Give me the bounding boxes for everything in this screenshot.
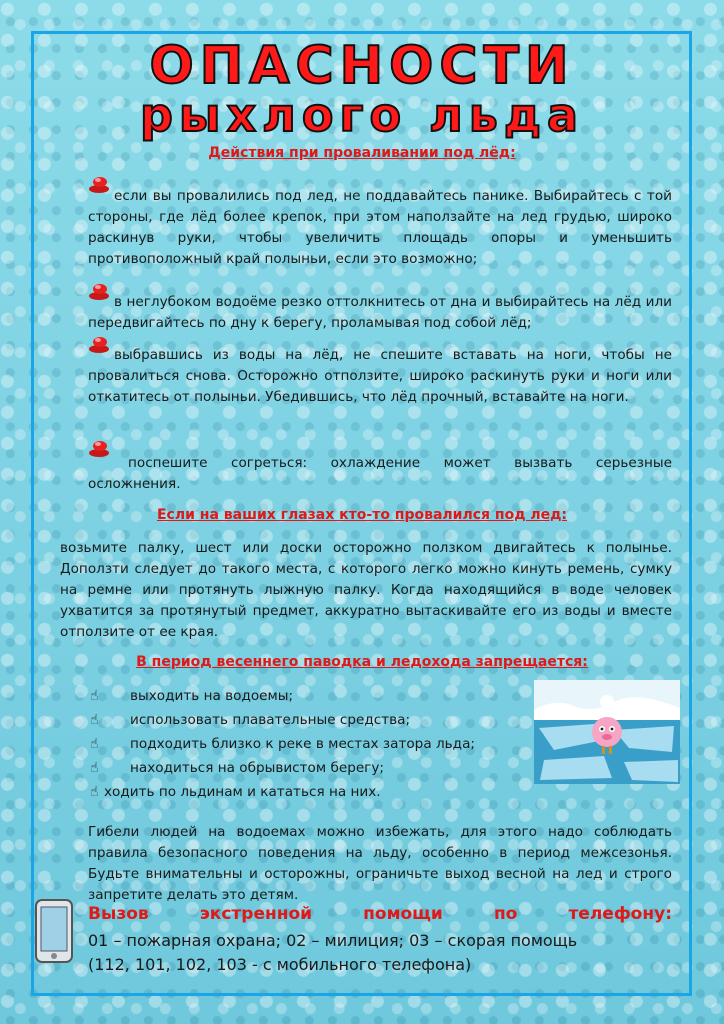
poster-title-line1: ОПАСНОСТИ	[149, 36, 575, 96]
broken-ice-illustration	[534, 680, 680, 784]
emergency-heading-word: экстренной	[199, 904, 313, 924]
pointing-hand-icon: ☝	[90, 736, 99, 752]
poster-title-line2: рыхлого льда	[139, 88, 585, 142]
emergency-heading-word: помощи	[363, 904, 443, 924]
section1-item-2: в неглубоком водоёме резко оттолкнитесь от дна и выбирайтесь на лёд или передвигайтесь по дну к берегу, проламывая под собой лёд;	[88, 294, 672, 331]
section1-item-1: если вы провалились под лед, не поддавайтесь панике. Выбирайтесь с той стороны, где лёд более крепок, при этом наползайте на лед грудью, широко раскинув руки, чтобы увеличить площадь опоры и уменьшить противоположный край полыньи, если это возможно;	[88, 188, 672, 267]
pointing-hand-icon: ☝	[90, 760, 99, 776]
pointing-hand-icon: ☝	[90, 784, 99, 800]
section1-item-3: выбравшись из воды на лёд, не спешите вставать на ноги, чтобы не провалиться снова. Осторожно отползите, широко раскинуть руки и ноги или откатитесь от полыньи. Убедившись, что лёд прочный, вставайте на ноги.	[88, 347, 672, 405]
section1-item-4: поспешите согреться: охлаждение может вызвать серьезные осложнения.	[88, 455, 672, 492]
closing-paragraph: Гибели людей на водоемах можно избежать, для этого надо соблюдать правила безопасного поведения на льду, особенно в период межсезонья. Будьте внимательны и осторожны, ограничьте выход весной на лед и строго запретите делать это детям.	[88, 824, 672, 903]
emergency-heading-word: телефону:	[568, 904, 672, 924]
emergency-heading	[88, 904, 672, 924]
prohibited-item-2: использовать плавательные средства;	[130, 712, 411, 728]
section1-heading: Действия при проваливании под лёд:	[208, 145, 516, 161]
section3-heading: В период весеннего паводка и ледохода запрещается:	[136, 654, 588, 670]
emergency-heading-word: по	[493, 904, 518, 924]
section2-text: возьмите палку, шест или доски осторожно ползком двигайтесь к полынье. Доползти следует до такого места, с которого легко можно кинуть ремень, сумку на ремне или протянуть лыжную палку. Когда находящийся в воде человек ухватится за протянутый предмет, аккуратно вытаскивайте его из воды и вместе отползите от ее края.	[60, 540, 672, 640]
emergency-heading-word: Вызов	[88, 904, 149, 924]
emergency-mobile-numbers: (112, 101, 102, 103 - с мобильного телефона)	[88, 955, 472, 974]
prohibited-item-5: ходить по льдинам и кататься на них.	[104, 784, 381, 800]
prohibited-item-4: находиться на обрывистом берегу;	[130, 760, 384, 776]
prohibited-item-3: подходить близко к реке в местах затора льда;	[130, 736, 475, 752]
mobile-phone-icon	[34, 898, 74, 964]
pointing-hand-icon: ☝	[90, 712, 99, 728]
pointing-hand-icon: ☝	[90, 688, 99, 704]
section2-heading: Если на ваших глазах кто-то провалился под лед:	[156, 507, 568, 523]
prohibited-item-1: выходить на водоемы;	[130, 688, 294, 704]
emergency-numbers: 01 – пожарная охрана; 02 – милиция; 03 – скорая помощь	[88, 931, 578, 950]
